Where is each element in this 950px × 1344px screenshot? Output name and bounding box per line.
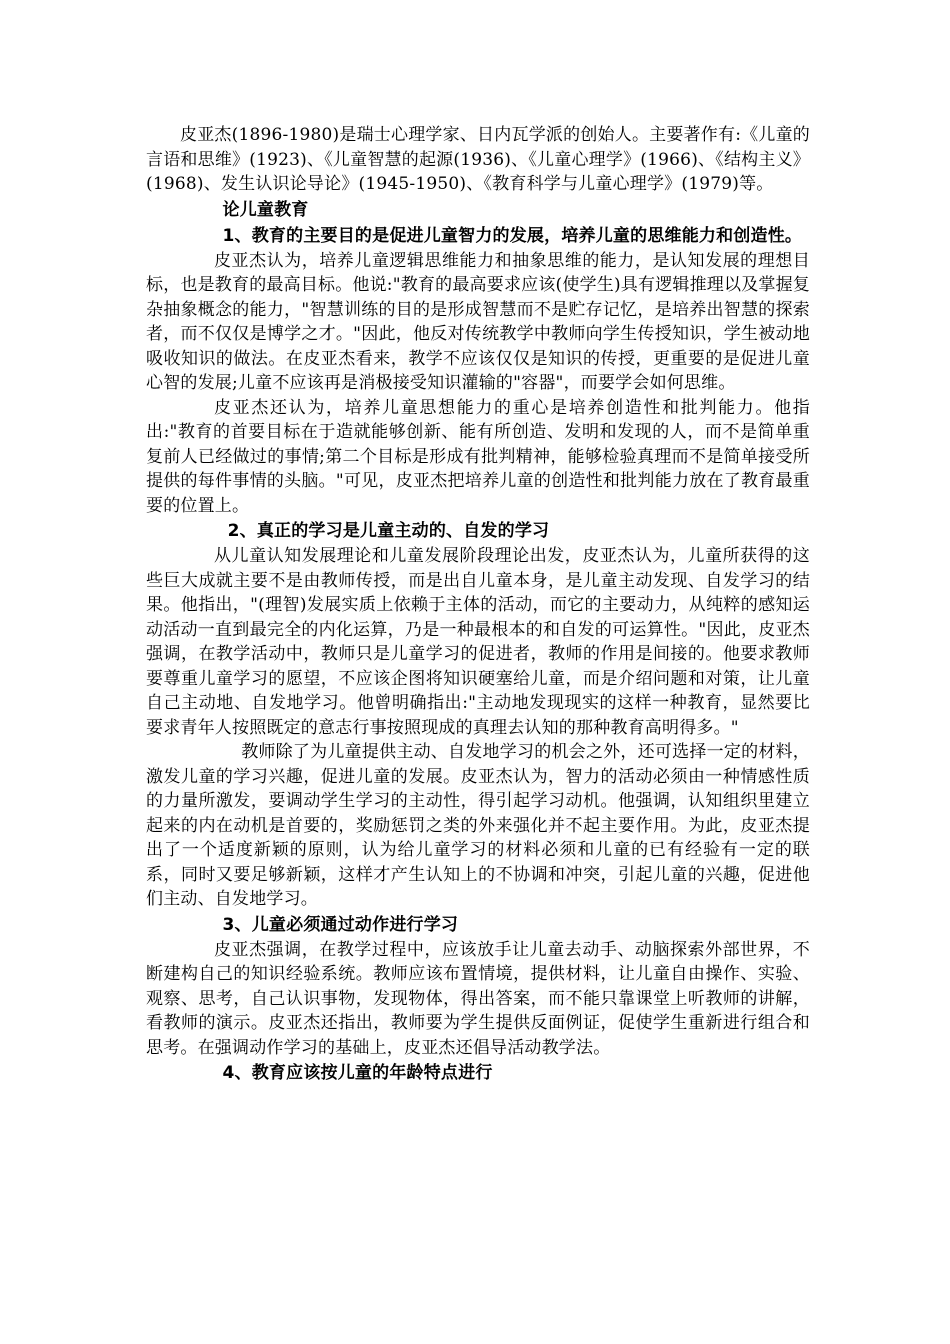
section-4-heading: 4、教育应该按儿童的年龄特点进行 xyxy=(222,1063,493,1083)
document-page xyxy=(146,123,810,1086)
section-3-heading: 3、儿童必须通过动作进行学习 xyxy=(222,914,459,935)
section-1-paragraph-1: 皮亚杰认为，培养儿童逻辑思维能力和抽象思维的能力，是认知发展的理想目标，也是教育的最高目标。他说:"教育的最高要求应该(使学生)具有逻辑推理以及掌握复杂抽象概念的能力，"智慧训练的目的是形成智慧而不是贮存记忆，是培养出智慧的探索者，而不仅仅是博学之才。"因此，他反对传统教学中教师向学生传授知识，学生被动地吸收知识的做法。在皮亚杰看来，教学不应该仅仅是知识的传授，更重要的是促进儿童心智的发展;儿童不应该再是消极接受知识灌输的"容器"，而要学会如何思维。 xyxy=(146,250,811,393)
section-1-paragraph-2: 皮亚杰还认为，培养儿童思想能力的重心是培养创造性和批判能力。他指出:"教育的首要目标在于造就能够创新、能有所创造、发明和发现的人，而不是简单重复前人已经做过的事情;第二个目标是形成有批判精神，能够检验真理而不是简单接受所提供的每件事情的头脑。"可见，皮亚杰把培养儿童的创造性和批判能力放在了教育最重要的位置上。 xyxy=(146,397,810,516)
section-2-paragraph-2: 教师除了为儿童提供主动、自发地学习的机会之外，还可选择一定的材料，激发儿童的学习兴趣，促进儿童的发展。皮亚杰认为，智力的活动必须由一种情感性质的力量所激发，要调动学生学习的主动性，得引起学习动机。他强调，认知组织里建立起来的内在动机是首要的，奖励惩罚之类的外来强化并不起主要作用。为此，皮亚杰提出了一个适度新颖的原则，认为给儿童学习的材料必须和儿童的已有经验有一定的联系，同时又要足够新颖，这样才产生认知上的不协调和冲突，引起儿童的兴趣，促进他们主动、自发地学习。 xyxy=(146,742,810,909)
document-title: 论儿童教育 xyxy=(222,199,309,220)
intro-paragraph: 皮亚杰(1896-1980)是瑞士心理学家、日内瓦学派的创始人。主要著作有:《儿童的言语和思维》(1923)、《儿童智慧的起源(1936)、《儿童心理学》(1966)、《结构主义》(1968)、发生认识论导论》(1945-1950)、《教育科学与儿童心理学》(1979)等。 xyxy=(146,125,810,194)
section-3-paragraph-1: 皮亚杰强调，在教学过程中，应该放手让儿童去动手、动脑探索外部世界，不断建构自己的知识经验系统。教师应该布置情境，提供材料，让儿童自由操作、实验、观察、思考，自己认识事物，发现物体，得出答案，而不能只靠课堂上听教师的讲解，看教师的演示。皮亚杰还指出，教师要为学生提供反面例证，促使学生重新进行组合和思考。在强调动作学习的基础上，皮亚杰还倡导活动教学法。 xyxy=(146,939,810,1058)
section-2-heading: 2、真正的学习是儿童主动的、自发的学习 xyxy=(227,521,550,541)
section-2-paragraph-1: 从儿童认知发展理论和儿童发展阶段理论出发，皮亚杰认为，儿童所获得的这些巨大成就主要不是由教师传授，而是出自儿童本身，是儿童主动发现、自发学习的结果。他指出，"(理智)发展实质上依赖于主体的活动，而它的主要动力，从纯粹的感知运动活动一直到最完全的内化运算，乃是一种最根本的和自发的可运算性。"因此，皮亚杰强调，在教学活动中，教师只是儿童学习的促进者，教师的作用是间接的。他要求教师要尊重儿童学习的愿望，不应该企图将知识硬塞给儿童，而是介绍问题和对策，让儿童自己主动地、自发地学习。他曾明确指出:"主动地发现现实的这样一种教育，显然要比要求青年人按照既定的意志行事按照现成的真理去认知的那种教育高明得多。" xyxy=(146,546,810,738)
section-1-heading: 1、教育的主要目的是促进儿童智力的发展，培养儿童的思维能力和创造性。 xyxy=(222,225,803,246)
